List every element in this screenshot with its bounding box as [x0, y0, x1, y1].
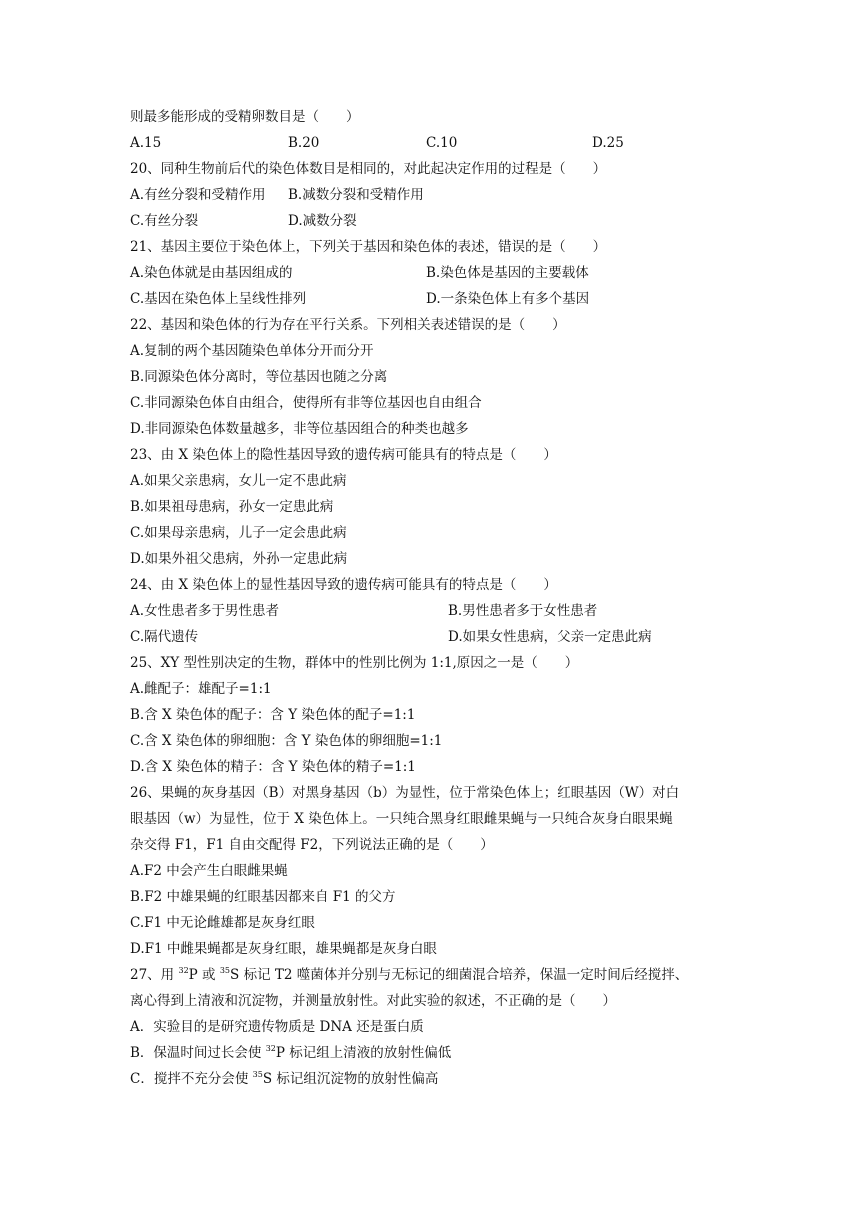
- q27-stem-line-2: 离心得到上清液和沉淀物，并测量放射性。对此实验的叙述，不正确的是（ ）: [130, 993, 616, 1009]
- q25-option-c: C.含 X 染色体的卵细胞：含 Y 染色体的卵细胞=1:1: [130, 733, 443, 749]
- q22-option-d: D.非同源染色体数量越多，非等位基因组合的种类也越多: [130, 421, 469, 437]
- q26-option-c: C.F1 中无论雌雄都是灰身红眼: [130, 915, 315, 931]
- q21-stem: 21、基因主要位于染色体上，下列关于基因和染色体的表述，错误的是（ ）: [130, 239, 607, 255]
- q23-option-b: B.如果祖母患病，孙女一定患此病: [130, 499, 334, 515]
- q26-option-d: D.F1 中雌果蝇都是灰身红眼，雄果蝇都是灰身白眼: [130, 941, 437, 957]
- q26-option-b: B.F2 中雄果蝇的红眼基因都来自 F1 的父方: [130, 889, 396, 905]
- q19-option-a: A.15: [130, 135, 162, 151]
- q27-option-text: B．保温时间过长会使: [130, 1045, 266, 1061]
- q20-stem: 20、同种生物前后代的染色体数目是相同的，对此起决定作用的过程是（ ）: [130, 161, 607, 177]
- q25-option-a: A.雌配子：雄配子=1:1: [130, 681, 272, 697]
- q24-stem: 24、由 X 染色体上的显性基因导致的遗传病可能具有的特点是（ ）: [130, 577, 557, 593]
- q26-stem-line-2: 眼基因（w）为显性，位于 X 染色体上。一只纯合黑身红眼雌果蝇与一只纯合灰身白眼果蝇: [130, 811, 673, 827]
- superscript: 32: [265, 1044, 276, 1053]
- q23-stem: 23、由 X 染色体上的隐性基因导致的遗传病可能具有的特点是（ ）: [130, 447, 557, 463]
- q27-option-b: [130, 1044, 451, 1062]
- q25-option-b: B.含 X 染色体的配子：含 Y 染色体的配子=1:1: [130, 707, 416, 723]
- superscript: 35: [219, 966, 231, 975]
- q27-option-text: P 标记组上清液的放射性偏低: [275, 1045, 452, 1061]
- q27-stem-text: P 或: [188, 967, 220, 983]
- q27-stem-text: 27、用: [130, 967, 179, 983]
- q20-option-b: B.减数分裂和受精作用: [288, 187, 424, 203]
- q25-option-d: D.含 X 染色体的精子：含 Y 染色体的精子=1:1: [130, 759, 416, 775]
- q24-option-c: C.隔代遗传: [130, 629, 199, 645]
- q21-option-c: C.基因在染色体上呈线性排列: [130, 291, 307, 307]
- q22-option-c: C.非同源染色体自由组合，使得所有非等位基因也自由组合: [130, 395, 482, 411]
- q20-option-a: A.有丝分裂和受精作用: [130, 187, 266, 203]
- q27-option-a: A．实验目的是研究遗传物质是 DNA 还是蛋白质: [130, 1019, 424, 1035]
- q22-stem: 22、基因和染色体的行为存在平行关系。下列相关表述错误的是（ ）: [130, 317, 566, 333]
- q23-option-c: C.如果母亲患病，儿子一定会患此病: [130, 525, 347, 541]
- q21-option-a: A.染色体就是由基因组成的: [130, 265, 293, 281]
- q20-option-d: D.减数分裂: [288, 213, 357, 229]
- q22-option-b: B.同源染色体分离时，等位基因也随之分离: [130, 369, 388, 385]
- q21-option-b: B.染色体是基因的主要载体: [426, 265, 589, 281]
- q22-option-a: A.复制的两个基因随染色单体分开而分开: [130, 343, 374, 359]
- q27-stem-line-1: [130, 966, 688, 984]
- q27-option-text: C．搅拌不充分会使: [130, 1071, 253, 1087]
- q19-stem: 则最多能形成的受精卵数目是（ ）: [130, 109, 360, 125]
- superscript: 32: [178, 966, 189, 975]
- q23-option-a: A.如果父亲患病，女儿一定不患此病: [130, 473, 347, 489]
- q24-option-b: B.男性患者多于女性患者: [448, 603, 598, 619]
- q24-option-d: D.如果女性患病，父亲一定患此病: [448, 629, 652, 645]
- q25-stem: 25、XY 型性别决定的生物，群体中的性别比例为 1:1,原因之一是（ ）: [130, 655, 579, 671]
- q19-option-d: D.25: [592, 135, 624, 151]
- q27-stem-text: S 标记 T2 噬菌体并分别与无标记的细菌混合培养，保温一定时间后经搅拌、: [230, 967, 689, 983]
- q19-option-b: B.20: [288, 135, 320, 151]
- q26-stem-line-3: 杂交得 F1，F1 自由交配得 F2，下列说法正确的是（ ）: [130, 837, 494, 853]
- q27-option-text: S 标记组沉淀物的放射性偏高: [262, 1071, 439, 1087]
- superscript: 35: [252, 1070, 263, 1079]
- q23-option-d: D.如果外祖父患病，外孙一定患此病: [130, 551, 348, 567]
- q20-option-c: C.有丝分裂: [130, 213, 199, 229]
- q19-option-c: C.10: [426, 135, 458, 151]
- q21-option-d: D.一条染色体上有多个基因: [426, 291, 590, 307]
- q24-option-a: A.女性患者多于男性患者: [130, 603, 280, 619]
- q26-stem-line-1: 26、果蝇的灰身基因（B）对黑身基因（b）为显性，位于常染色体上；红眼基因（W）对白: [130, 785, 680, 801]
- q27-option-c: [130, 1070, 438, 1088]
- q26-option-a: A.F2 中会产生白眼雌果蝇: [130, 863, 288, 879]
